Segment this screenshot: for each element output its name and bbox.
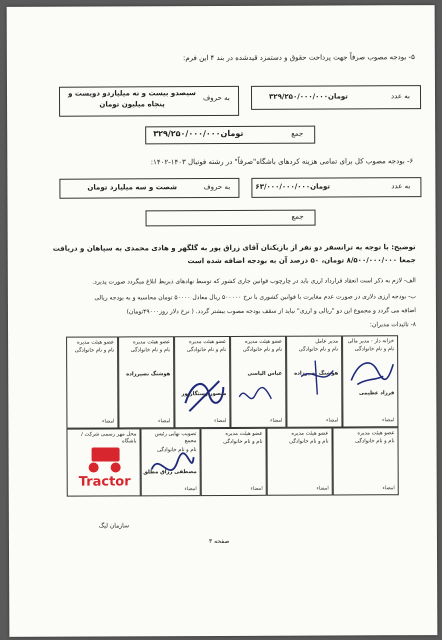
approval-name: مصطفی رزاق مطلق xyxy=(143,469,197,476)
approval-sign-label: امضاء xyxy=(316,485,329,492)
approval-sign-label: امضاء xyxy=(214,417,227,425)
section5-words-value: سیصدو بیست و نه میلیاردو دویست و پنجاه میلیون تومان xyxy=(68,89,196,109)
signature-scribble xyxy=(293,356,337,400)
approval-role: عضو هیئت مدیره xyxy=(291,430,329,437)
approval-role: مدیر عامل xyxy=(315,338,339,345)
approval-cell-board-7 xyxy=(200,428,266,496)
section5-digits-label: به عدد xyxy=(391,92,410,101)
approval-name-label: نام و نام خانوادگی xyxy=(223,438,263,445)
approval-name-label: نام و نام خانوادگی xyxy=(157,447,197,454)
note-b: ب- بودجه ارزی دلاری در صورت عدم مغایرت با قوانین کشوری با نرخ ۵۰۰۰۰۰ ریال معادل ۵۰۰۰۰ تومان محاسبه و به بودجه ریالی xyxy=(94,293,416,302)
approval-name: هوشنگ نصیرزاده xyxy=(126,371,171,378)
approval-cell-ceo xyxy=(286,335,342,427)
approval-cell-board-3 xyxy=(118,336,174,428)
stamp-place-label: محل مهر رسمی شرکت / باشگاه xyxy=(81,431,137,445)
approval-role: عضو هیئت مدیره xyxy=(245,338,283,345)
approval-cell-board-5 xyxy=(332,427,398,495)
approval-name: عباس الیاسی xyxy=(247,370,283,377)
approvals-grid xyxy=(66,335,399,496)
section6-total-box xyxy=(146,210,316,227)
footer-org: سازمان لیگ xyxy=(98,522,130,530)
section6-words-label: به حروف xyxy=(203,182,231,192)
section6-digits-value: ۶۳/۰۰۰/۰۰۰/۰۰۰تومان xyxy=(255,182,331,191)
approval-cell-assembly-chair xyxy=(140,428,200,496)
official-stamp-cell xyxy=(66,428,140,496)
signature-scribble xyxy=(235,381,279,411)
section5-words-label: به حروف xyxy=(203,93,230,103)
section5-total-label: جمع xyxy=(291,129,304,138)
approval-cell-board-4 xyxy=(66,336,118,428)
approval-name-label: نام و نام خانوادگی xyxy=(242,346,283,353)
section5-total-value: ۳۲۹/۲۵۰/۰۰۰/۰۰۰تومان xyxy=(153,128,244,139)
svg-text:Tractor: Tractor xyxy=(78,474,131,490)
tractor-logo xyxy=(74,445,136,489)
approval-cell-board-6 xyxy=(266,428,332,496)
approval-name-label: نام و نام خانوادگی xyxy=(289,438,329,445)
approval-name-label: نام و نام خانوادگی xyxy=(298,346,339,353)
note-a: الف- لازم به ذکر است انعقاد قرارداد ارزی باید در چارچوب قوانین جاری کشور که توسط نهادهای ذیربط ابلاغ میگردد صورت پذیرد. xyxy=(92,277,416,286)
signature-scribble xyxy=(146,449,196,485)
approval-role: عضو هیئت مدیره xyxy=(133,339,171,346)
page-number: صفحه ۳ xyxy=(208,537,230,546)
approval-cell-treasurer xyxy=(342,335,398,427)
approval-sign-label: امضاء xyxy=(102,418,115,425)
approval-sign-label: امضاء xyxy=(382,417,395,424)
approval-name: منصور رستگارپور xyxy=(181,390,227,398)
approval-name-label: نام و نام خانوادگی xyxy=(355,438,395,445)
approval-role: عضو هیئت مدیره xyxy=(77,339,115,346)
section6-digits-label: به عدد xyxy=(391,182,411,191)
approval-sign-label: امضاء xyxy=(270,417,283,424)
section6-heading: ۶- بودجه مصوب کل برای تمامی هزینه کردهای باشگاه"صرفاً" در رشته فوتبال ۱۴۰۳-۱۴۰۲: xyxy=(150,157,414,167)
approvals-heading: ۸- تائیدات مدیران: xyxy=(369,321,417,329)
approval-sign-label: امضاء xyxy=(184,486,197,493)
approval-role: عضو هیئت مدیره xyxy=(357,430,395,437)
approval-sign-label: امضاء xyxy=(250,485,263,492)
approval-name-label: نام و نام خانوادگی xyxy=(354,346,395,353)
approval-name-label: نام و نام خانوادگی xyxy=(130,347,171,354)
approval-cell-board-2 xyxy=(174,336,230,428)
approval-role: تصویب نهایی رئیس مجمع xyxy=(154,431,197,445)
section5-heading: ۵- بودجه مصوب صرفاً جهت پرداخت حقوق و دستمزد قیدشده در بند ۴ این فرم: xyxy=(182,53,415,63)
approval-name: هوشنگ نصیرزاده xyxy=(294,370,339,377)
approval-cell-board-1 xyxy=(230,336,286,428)
approval-name-label: نام و نام خانوادگی xyxy=(186,346,227,354)
section5-digits-value: ۳۲۹/۲۵۰/۰۰۰/۰۰۰تومان xyxy=(269,92,348,101)
approval-role: عضو هیئت مدیره xyxy=(189,338,227,346)
approval-sign-label: امضاء xyxy=(382,485,395,492)
approval-name: فرزاد عظیمی xyxy=(359,390,395,397)
section6-total-label: جمع xyxy=(291,212,304,221)
note-b-cont: اضافه می گردد و مجموع این دو "ریالی و ارزی" نباید از سقف بودجه مصوب بیشتر گردد. ( نرخ دلار روز۴۹۰۰۰تومان) xyxy=(126,307,416,316)
approval-role: عضو هیئت مدیره xyxy=(225,430,263,437)
signature-scribble xyxy=(347,354,395,390)
document-page xyxy=(7,5,438,637)
approval-sign-label: امضاء xyxy=(326,417,339,424)
explanation-text: توضیح: با توجه به ترانسفر دو نفر از بازیکنان آقای زراق پور به گلگهر و هادی محمدی به سپاهان و دریافت جمعا ۸/۵۰۰/۰۰۰/۰۰۰ تومان، ۵۰ درصد آن به بودجه اضافه شده است xyxy=(52,243,416,266)
approval-role: خزانه دار - مدیر مالی xyxy=(347,338,395,345)
approval-name-label: نام و نام خانوادگی xyxy=(74,347,115,354)
approval-sign-label: امضاء xyxy=(158,418,171,425)
section6-words-value: شصت و سه میلیارد تومان xyxy=(87,183,177,192)
